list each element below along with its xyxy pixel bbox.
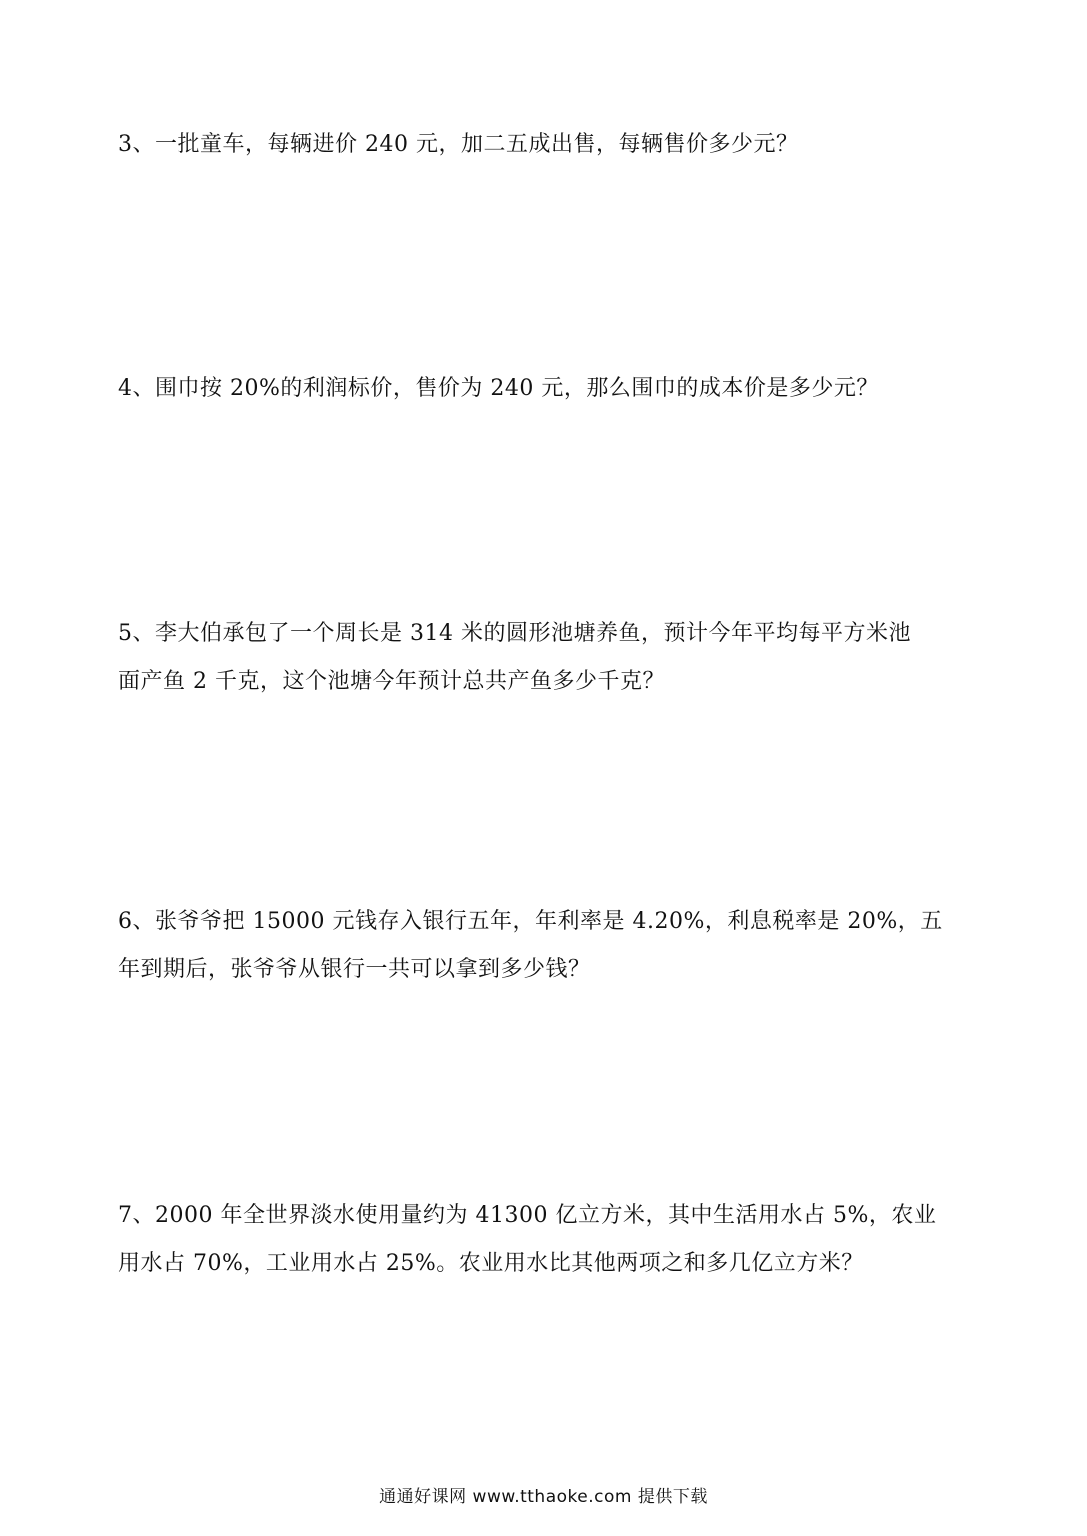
question-6-line-2: 年到期后，张爷爷从银行一共可以拿到多少钱？: [118, 957, 591, 982]
question-5-line-2: 面产鱼 2 千克，这个池塘今年预计总共产鱼多少千克？: [118, 669, 665, 694]
question-5-line-1: 5、李大伯承包了一个周长是 314 米的圆形池塘养鱼，预计今年平均每平方米池: [118, 621, 911, 646]
page-footer: 通通好课网 www.tthaoke.com 提供下载: [379, 1487, 708, 1507]
question-4: [118, 365, 978, 413]
question-6-line-1: 6、张爷爷把 15000 元钱存入银行五年，年利率是 4.20%，利息税率是 20%，五: [118, 909, 943, 934]
question-5: [118, 610, 978, 706]
question-7-line-1: 7、2000 年全世界淡水使用量约为 41300 亿立方米，其中生活用水占 5%，农业: [118, 1203, 937, 1228]
question-3-line-1: 3、一批童车，每辆进价 240 元，加二五成出售，每辆售价多少元？: [118, 132, 799, 157]
question-6: [118, 898, 978, 994]
question-4-line-1: 4、围巾按 20%的利润标价，售价为 240 元，那么围巾的成本价是多少元？: [118, 376, 879, 401]
question-7: [118, 1192, 978, 1288]
question-7-line-2: 用水占 70%，工业用水占 25%。农业用水比其他两项之和多几亿立方米？: [118, 1251, 864, 1276]
question-3: [118, 121, 978, 169]
